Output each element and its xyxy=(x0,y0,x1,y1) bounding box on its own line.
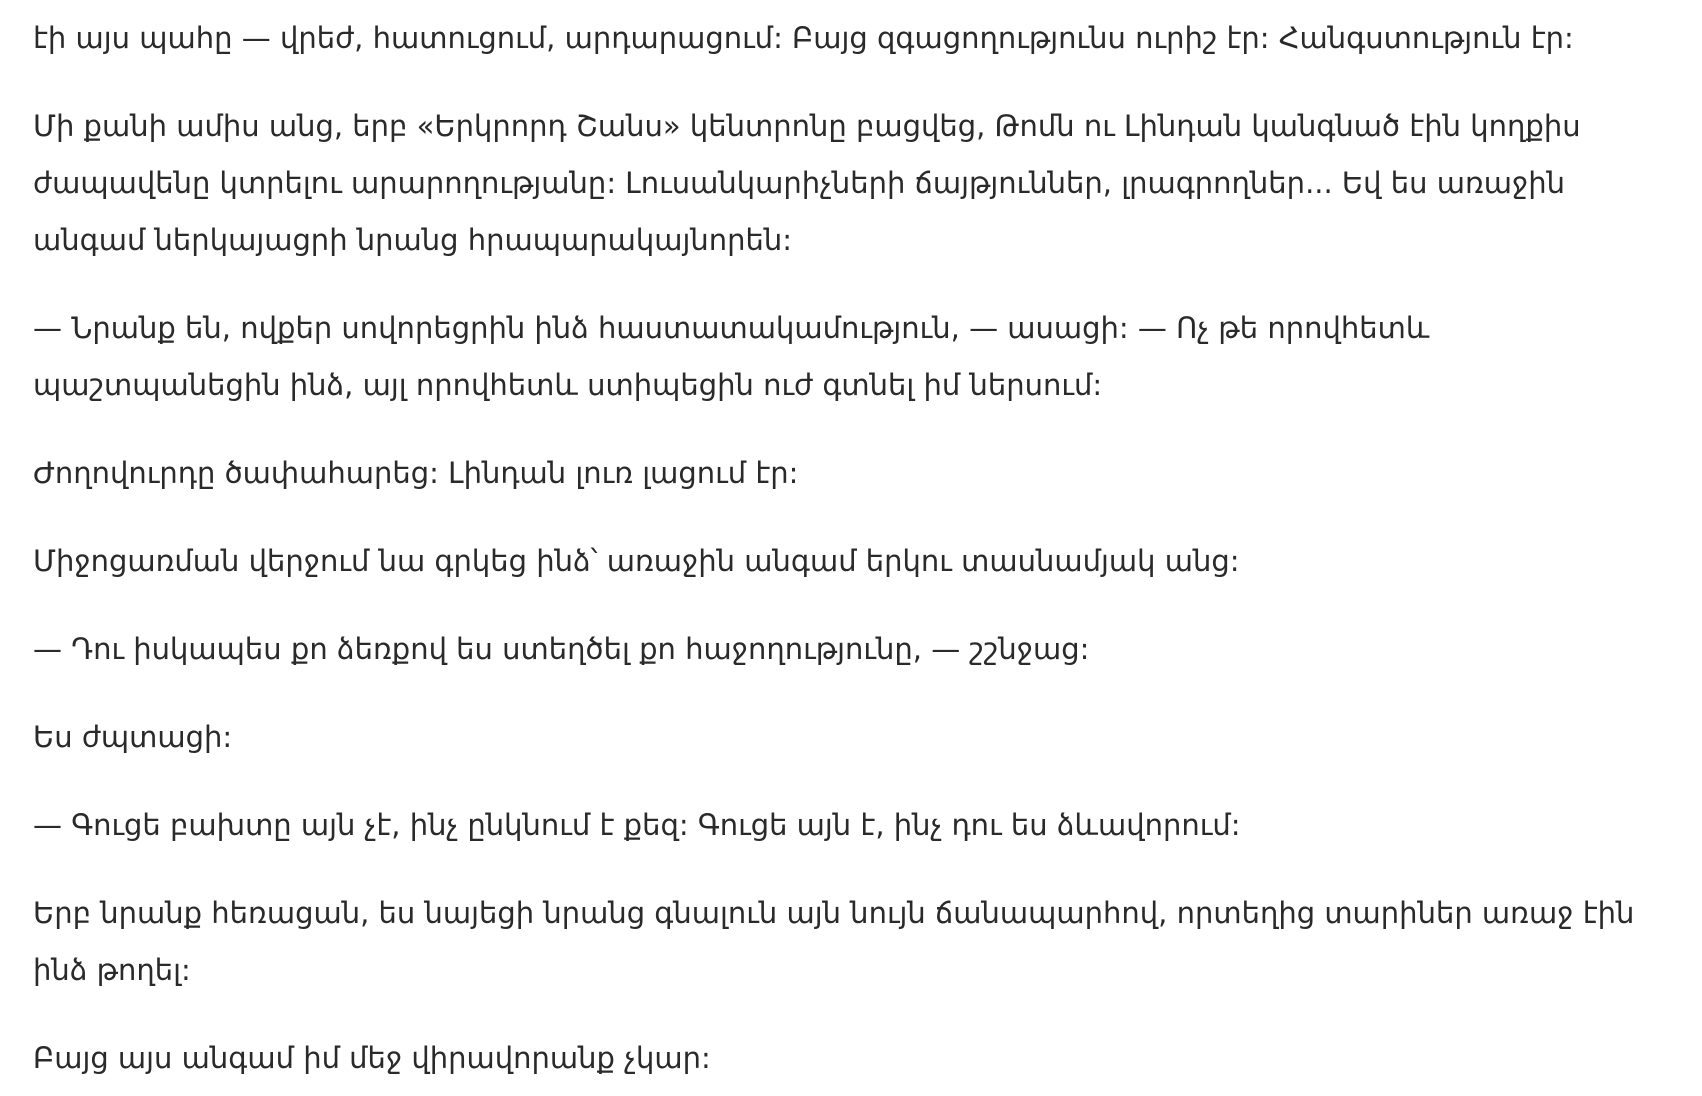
paragraph: Ես ժպտացի: xyxy=(33,720,233,754)
paragraph: Մի քանի ամիս անց, երբ «Երկրորդ Շանս» կենտրոնը բացվեց, Թոմն ու Լինդան կանգնած էին կողքիս ժապավենը կտրելու արարողությանը: Լուսանկարիչների ճայթյուններ, լրագրողներ... Եվ ես առաջին անգամ ներկայացրի նրանց հրապարակայնորեն: xyxy=(33,109,1581,257)
paragraph: — Դու իսկապես քո ձեռքով ես ստեղծել քո հաջողությունը, — շշնջաց: xyxy=(33,632,1090,666)
paragraph: էի այս պահը — վրեժ, հատուցում, արդարացում: Բայց զգացողությունս ուրիշ էր: Հանգստություն էր: xyxy=(33,21,1574,55)
paragraph: — Գուցե բախտը այն չէ, ինչ ընկնում է քեզ: Գուցե այն է, ինչ դու ես ձևավորում: xyxy=(33,808,1241,842)
paragraph: Երբ նրանք հեռացան, ես նայեցի նրանց գնալուն այն նույն ճանապարհով, որտեղից տարիներ առաջ էին ինձ թողել: xyxy=(33,896,1635,987)
paragraph: Ժողովուրդը ծափահարեց: Լինդան լուռ լացում էր: xyxy=(33,456,799,490)
document-body xyxy=(33,10,1673,1087)
paragraph: Բայց այս անգամ իմ մեջ վիրավորանք չկար: xyxy=(33,1041,711,1075)
paragraph: — Նրանք են, ովքեր սովորեցրին ինձ հաստատակամություն, — ասացի: — Ոչ թե որովհետև պաշտպանեցին ինձ, այլ որովհետև ստիպեցին ուժ գտնել իմ ներսում: xyxy=(33,311,1430,402)
paragraph: Միջոցառման վերջում նա գրկեց ինձ՝ առաջին անգամ երկու տասնամյակ անց: xyxy=(33,544,1240,578)
